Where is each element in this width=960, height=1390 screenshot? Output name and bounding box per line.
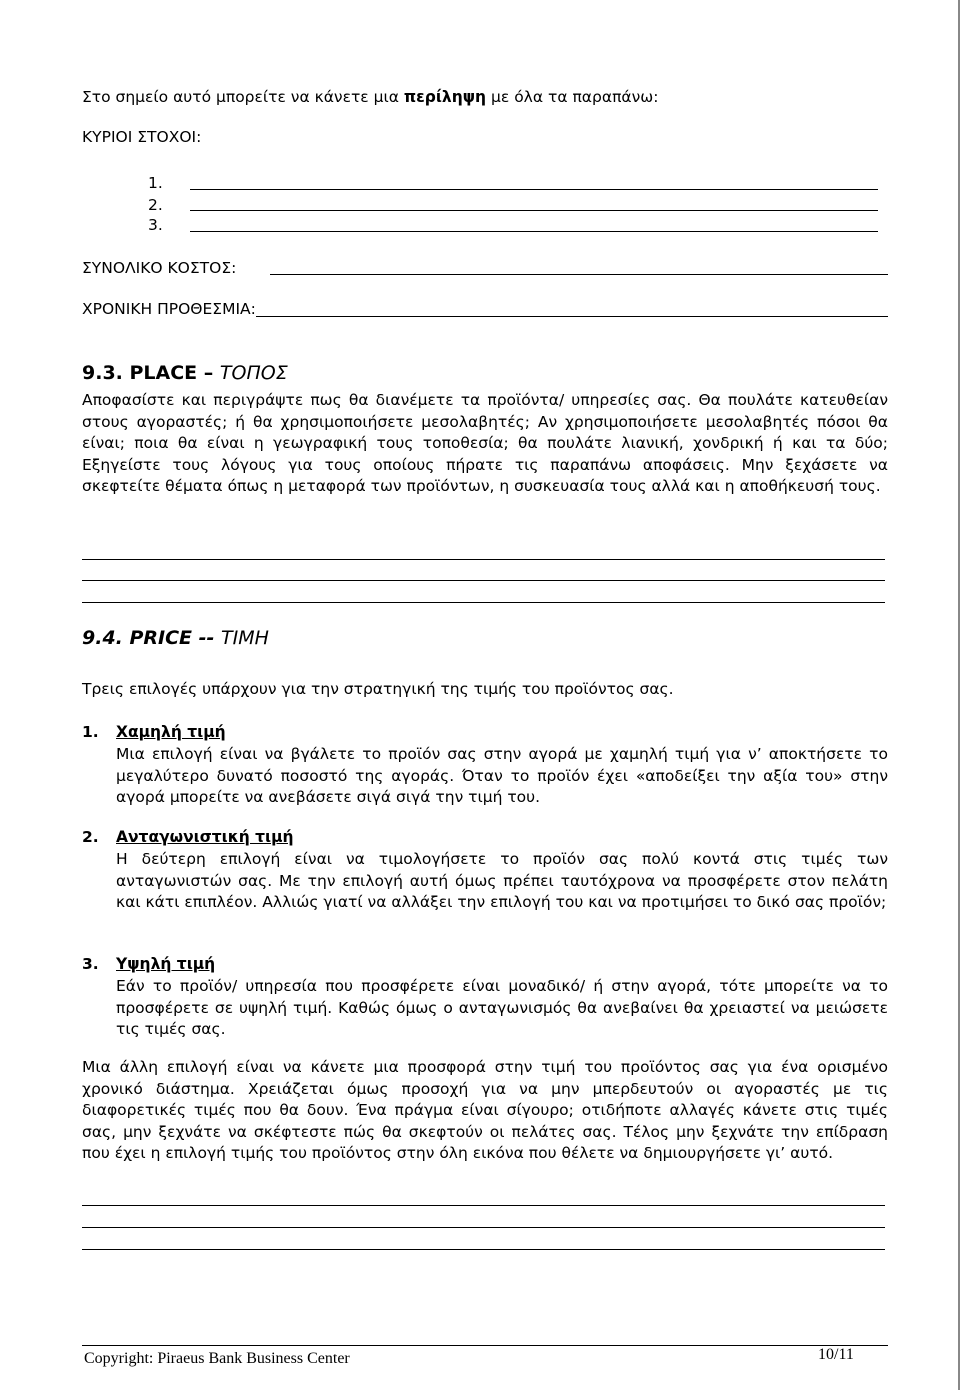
deadline-blank[interactable]	[256, 316, 888, 317]
intro-prefix: Στο σημείο αυτό μπορείτε να κάνετε μια	[82, 88, 404, 106]
option-1-number: 1.	[82, 723, 99, 741]
price-intro: Τρεις επιλογές υπάρχουν για την στρατηγική της τιμής του προϊόντος σας.	[82, 680, 674, 698]
place-heading-italic: ΤΟΠΟΣ	[219, 362, 288, 384]
goal-number-3: 3.	[148, 216, 163, 234]
price-heading-italic: ΤΙΜΗ	[221, 627, 269, 649]
place-answer-blank-1[interactable]	[82, 559, 885, 560]
option-3-title: Υψηλή τιμή	[116, 955, 216, 973]
option-2-number: 2.	[82, 828, 99, 846]
footer-rule	[82, 1345, 888, 1346]
goal-blank-3[interactable]	[190, 231, 878, 232]
total-cost-blank[interactable]	[270, 274, 888, 275]
place-body: Αποφασίστε και περιγράψτε πως θα διανέμετε τα προϊόντα/ υπηρεσίες σας. Θα πουλάτε κατευθείαν στους αγοραστές; ή θα χρησιμοποιήσετε μεσολαβητές; Αν χρησιμοποιήσετε μεσολαβητές πόσοι θα είναι; ποια θα είναι η γεωγραφική τους τοποθεσία; θα πουλάτε λιανική, χονδρική ή και τα δύο; Εξηγείστε τους λόγους για τους οποίους πήρατε τις παραπάνω αποφάσεις. Μην ξεχάσετε να σκεφτείτε θέματα όπως η μεταφορά των προϊόντων, η συσκευασία τους αλλά και η αποθήκευσή τους.	[82, 391, 888, 496]
option-2-text: Η δεύτερη επιλογή είναι να τιμολογήσετε το προϊόν σας πολύ κοντά στις τιμές των ανταγωνιστών σας. Με την επιλογή αυτή όμως πρέπει ταυτόχρονα να προσφέρετε στον πελάτη και κάτι επιπλέον. Αλλιώς γιατί να αλλάξει την επιλογή του και να προτιμήσει το δικό σας προϊόν;	[116, 850, 888, 912]
intro-suffix: με όλα τα παραπάνω:	[486, 88, 659, 106]
option-2-title: Ανταγωνιστική τιμή	[116, 828, 294, 846]
footer-page-number: 10/11	[818, 1346, 854, 1363]
goal-number-1: 1.	[148, 174, 163, 192]
goal-number-2: 2.	[148, 196, 163, 214]
place-answer-blank-3[interactable]	[82, 602, 885, 603]
goal-blank-2[interactable]	[190, 210, 878, 211]
price-heading-bold: 9.4. PRICE --	[82, 627, 222, 649]
intro-line	[82, 88, 658, 106]
place-heading	[82, 362, 288, 384]
total-cost-label: ΣΥΝΟΛΙΚΟ ΚΟΣΤΟΣ:	[82, 259, 237, 277]
option-1-title: Χαμηλή τιμή	[116, 723, 226, 741]
deadline-label: ΧΡΟΝΙΚΗ ΠΡΟΘΕΣΜΙΑ:	[82, 300, 256, 318]
price-answer-blank-1[interactable]	[82, 1205, 885, 1206]
option-1-text: Μια επιλογή είναι να βγάλετε το προϊόν σας στην αγορά με χαμηλή τιμή για ν’ αποκτήσετε το μεγαλύτερο δυνατό ποσοστό της αγοράς. Όταν το προϊόν έχει «αποδείξει την αξία του» στην αγορά μπορείτε να ανεβάσετε σιγά σιγά την τιμή του.	[116, 745, 888, 807]
intro-bold: περίληψη	[403, 88, 487, 106]
place-heading-bold: 9.3. PLACE –	[82, 362, 220, 384]
goals-label: ΚΥΡΙΟΙ ΣΤΟΧΟΙ:	[82, 128, 202, 146]
price-answer-blank-2[interactable]	[82, 1227, 885, 1228]
price-answer-blank-3[interactable]	[82, 1249, 885, 1250]
place-answer-blank-2[interactable]	[82, 580, 885, 581]
price-closing: Μια άλλη επιλογή είναι να κάνετε μια προσφορά στην τιμή του προϊόντος σας για ένα ορισμένο χρονικό διάστημα. Χρειάζεται όμως προσοχή για να μην μπερδευτούν οι αγοραστές με τις διαφορετικές τιμές που θα δουν. Ένα πράγμα είναι σίγουρο; οτιδήποτε αλλαγές κάνετε στις τιμές σας, μην ξεχνάτε να σκέφτεστε πώς θα σκεφτούν οι πελάτες σας. Τέλος μην ξεχνάτε την επίδραση που έχει η επιλογή τιμής του προϊόντος στην όλη εικόνα που θέλετε να δημιουργήσετε γι’ αυτό.	[82, 1058, 888, 1163]
option-3-number: 3.	[82, 955, 99, 973]
goal-blank-1[interactable]	[190, 189, 878, 190]
option-3-text: Εάν το προϊόν/ υπηρεσία που προσφέρετε είναι μοναδικό/ ή στην αγορά, τότε μπορείτε να το προσφέρετε σε υψηλή τιμή. Καθώς όμως ο ανταγωνισμός θα ανεβαίνει θα χρειαστεί να μειώσετε τις τιμές σας.	[116, 977, 888, 1039]
footer-copyright: Copyright: Piraeus Bank Business Center	[84, 1350, 350, 1367]
price-heading	[82, 627, 269, 649]
